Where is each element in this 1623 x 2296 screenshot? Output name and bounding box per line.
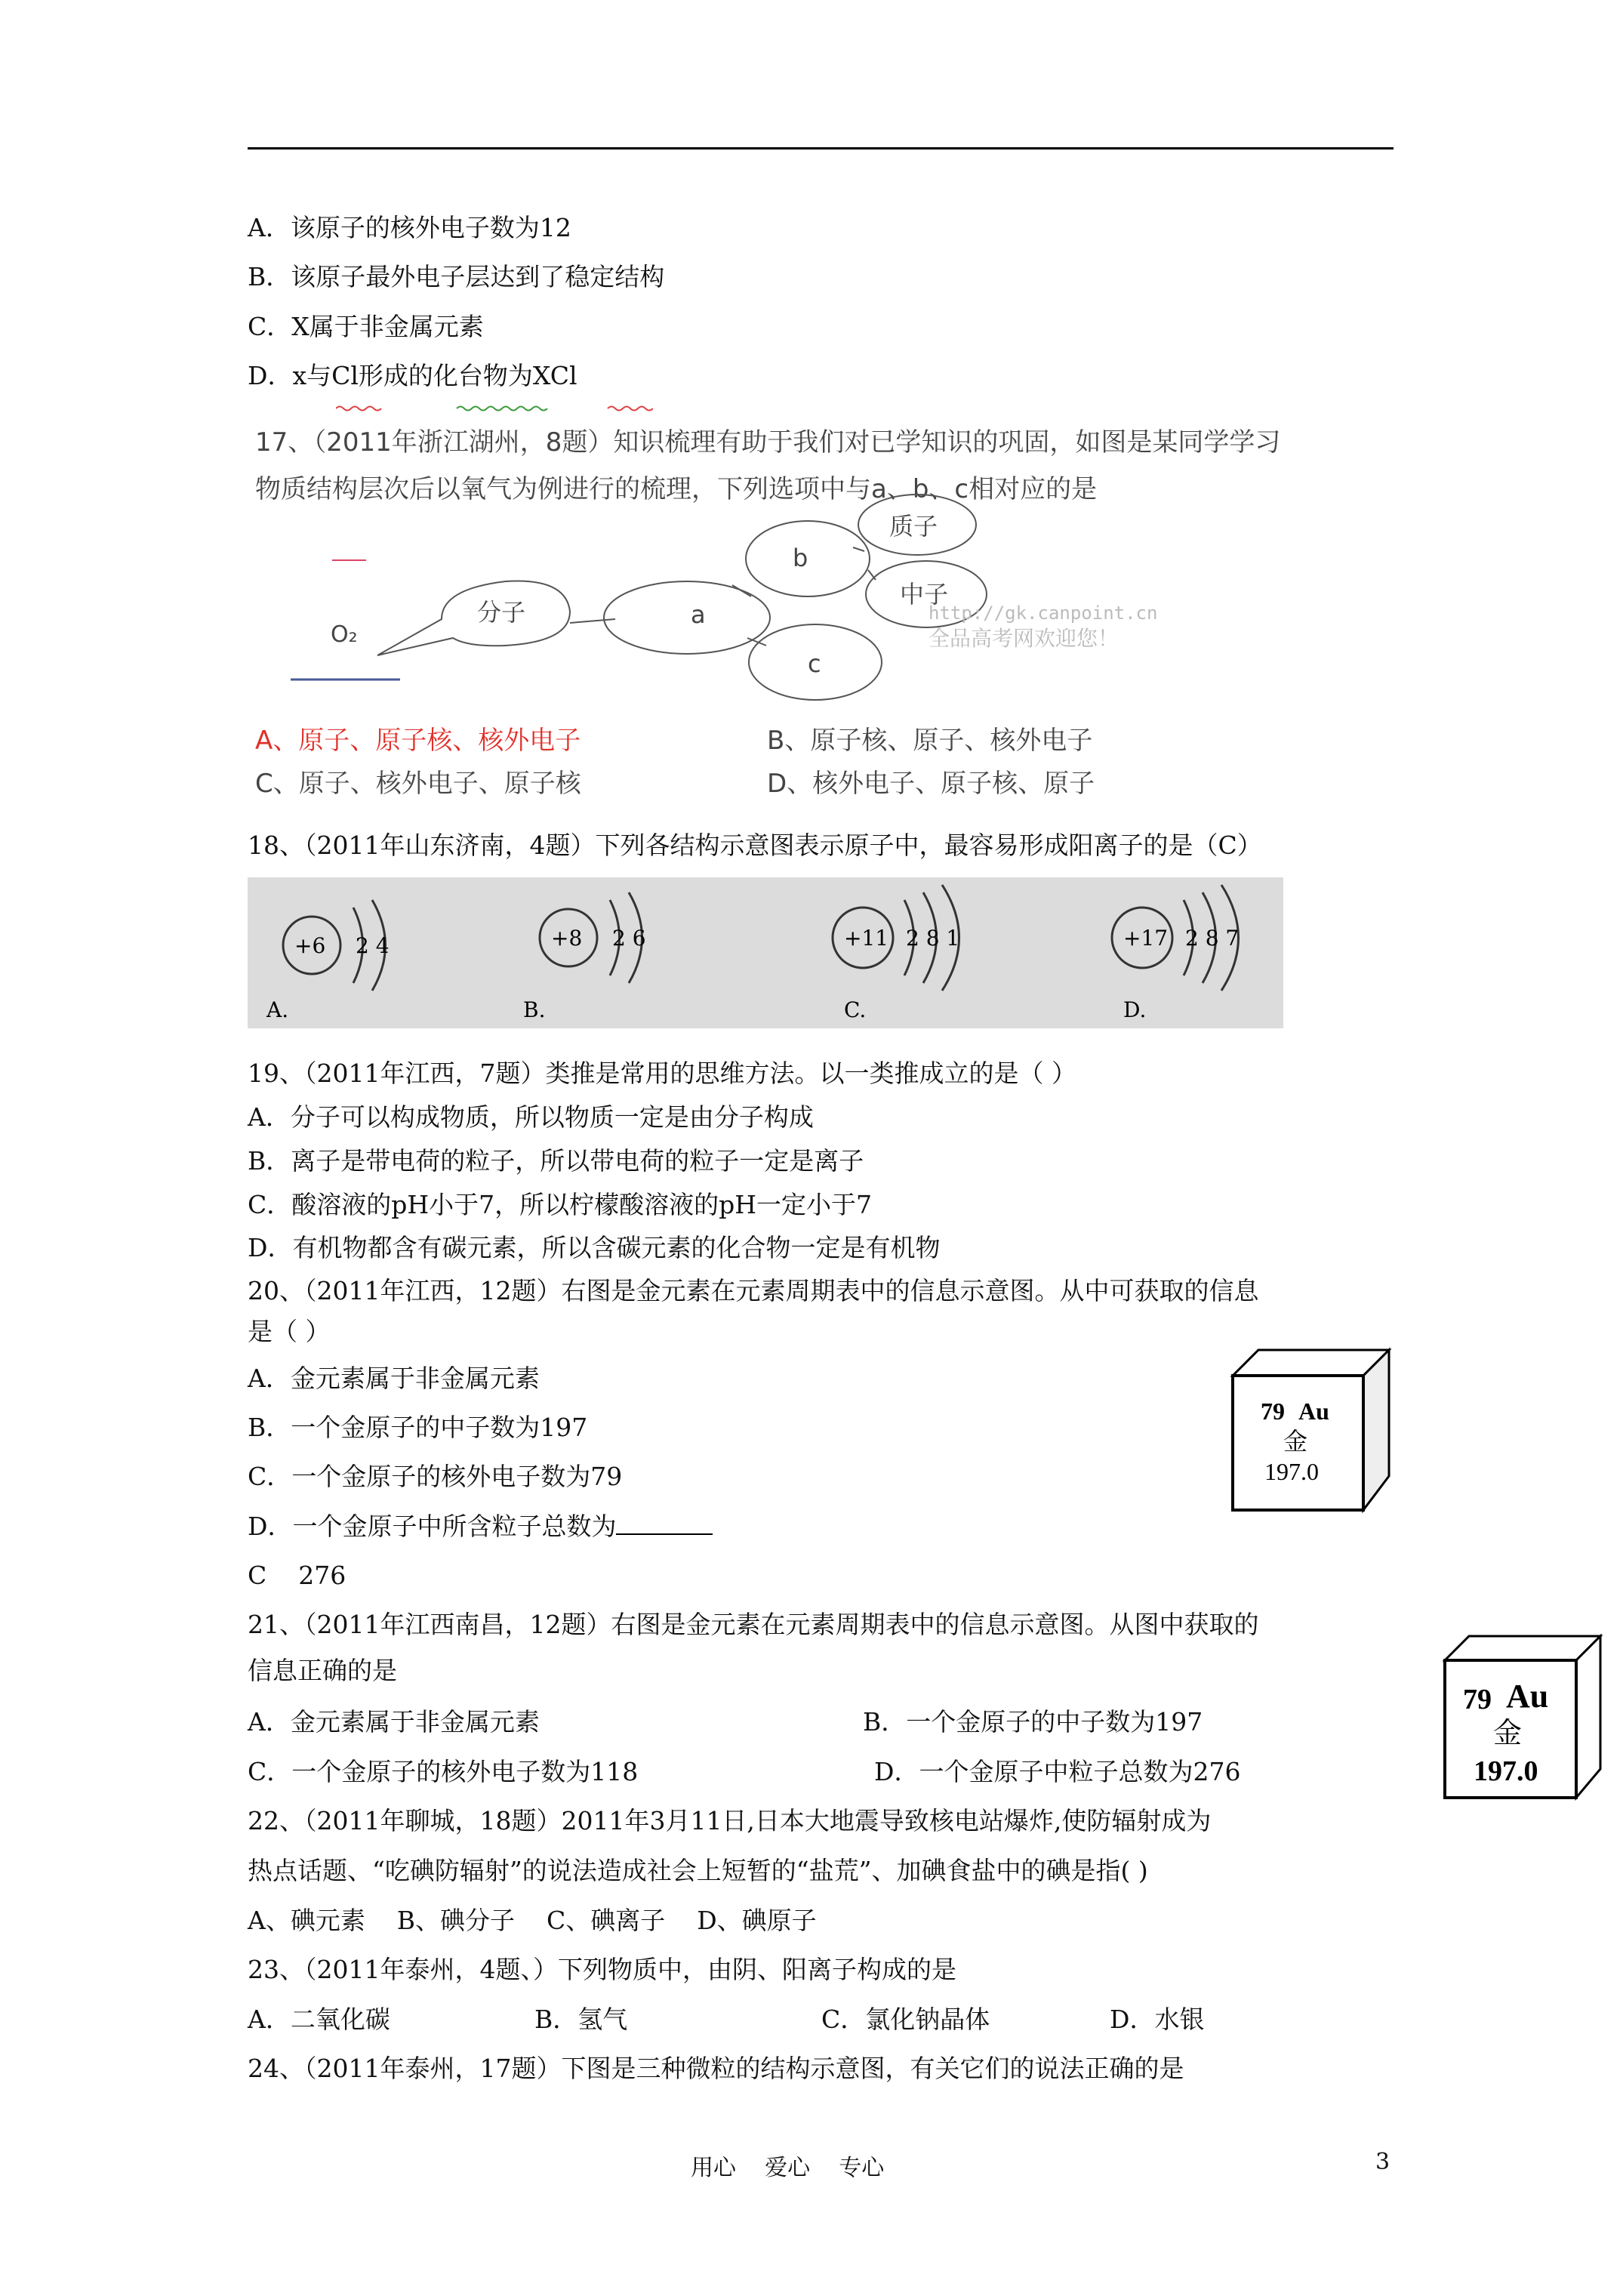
- q20-box-side: [1363, 1350, 1389, 1510]
- atom-c-shells: 2 8 1: [906, 926, 960, 951]
- q21-symbol: Au: [1506, 1678, 1549, 1715]
- q21-option-a: A．金元素属于非金属元素: [248, 1707, 540, 1737]
- spellcheck-squiggle: [336, 405, 653, 412]
- q20-option-a: A．金元素属于非金属元素: [248, 1364, 540, 1393]
- proton-label: 质子: [889, 512, 938, 541]
- q20-option-b: B．一个金原子的中子数为197: [248, 1413, 588, 1442]
- atom-b-label: B.: [523, 997, 546, 1022]
- q17-diagram: [279, 491, 1261, 710]
- q20-option-c: C．一个金原子的核外电子数为79: [248, 1462, 623, 1491]
- atom-c: [833, 885, 959, 1022]
- b-label: b: [793, 544, 808, 572]
- q16-option-c: C．X属于非金属元素: [248, 312, 484, 341]
- b-proton-link: [853, 547, 864, 551]
- atom-a-label: A.: [266, 997, 289, 1022]
- atom-b: [523, 892, 646, 1022]
- q19-option-c: C．酸溶液的pH小于7，所以柠檬酸溶液的pH一定小于7: [248, 1190, 873, 1219]
- neutron-label: 中子: [900, 580, 949, 609]
- molecule-bubble: [377, 581, 570, 656]
- q17-stem-line2: 物质结构层次后以氧气为例进行的梳理，下列选项中与a、b、c相对应的是: [255, 474, 1098, 504]
- atom-a: [266, 900, 390, 1022]
- q20-symbol: Au: [1298, 1398, 1329, 1425]
- atom-b-nucleus: +8: [551, 926, 583, 951]
- q16-option-d: D．x与Cl形成的化台物为XCl: [248, 361, 577, 390]
- atom-a-nucleus: +6: [294, 933, 326, 958]
- atom-b-shells: 2 6: [612, 926, 646, 951]
- q21-stem-line2: 信息正确的是: [248, 1656, 397, 1685]
- q19-option-a: A．分子可以构成物质，所以物质一定是由分子构成: [248, 1102, 814, 1132]
- q19-option-d: D．有机物都含有碳元素，所以含碳元素的化合物一定是有机物: [248, 1233, 941, 1262]
- q23-option-a: A．二氧化碳: [248, 2005, 390, 2034]
- q21-atomic-number: 79: [1463, 1684, 1492, 1715]
- q21-element-name: 金: [1493, 1716, 1523, 1749]
- atom-a-shells: 2 4: [356, 933, 390, 958]
- q20-atomic-mass: 197.0: [1264, 1458, 1319, 1485]
- q18-atom-svg: [248, 877, 1283, 1028]
- molecule-label: 分子: [477, 598, 526, 627]
- q21-element-box: [1442, 1633, 1604, 1801]
- q17-option-b: B、原子核、原子、核外电子: [767, 726, 1093, 756]
- q20-element-box: [1227, 1344, 1393, 1518]
- q20-stem-line2: 是（ ）: [248, 1317, 331, 1346]
- atom-c-label: C.: [844, 997, 867, 1022]
- q21-option-d: D．一个金原子中粒子总数为276: [874, 1757, 1241, 1786]
- q17-option-d: D、核外电子、原子核、原子: [767, 769, 1095, 799]
- q23-option-d: D．水银: [1110, 2005, 1205, 2034]
- c-label: c: [808, 649, 821, 678]
- q17-option-c: C、原子、核外电子、原子核: [255, 769, 581, 799]
- q22-options: A、碘元素 B、碘分子 C、碘离子 D、碘原子: [248, 1906, 817, 1935]
- q20-box-top: [1233, 1350, 1389, 1376]
- q21-stem-line1: 21、（2011年江西南昌，12题）右图是金元素在元素周期表中的信息示意图。从图中获取的: [248, 1610, 1259, 1639]
- q21-option-c: C．一个金原子的核外电子数为118: [248, 1757, 639, 1786]
- atom-d-label: D.: [1123, 997, 1147, 1022]
- q20-element-name: 金: [1283, 1427, 1308, 1456]
- watermark-url: http://gk.canpoint.cn: [929, 603, 1158, 624]
- a-label: a: [691, 600, 706, 629]
- q22-stem-line2: 热点话题、“吃碘防辐射”的说法造成社会上短暂的“盐荒”、加碘食盐中的碘是指( ): [248, 1856, 1148, 1885]
- q16-option-a: A．该原子的核外电子数为12: [248, 213, 571, 242]
- q21-option-b: B．一个金原子的中子数为197: [863, 1707, 1203, 1737]
- answer-blank: [616, 1511, 713, 1535]
- atom-d-nucleus: +17: [1123, 926, 1169, 951]
- q20-stem-line1: 20、（2011年江西，12题）右图是金元素在元素周期表中的信息示意图。从中可获取的信息: [248, 1276, 1259, 1305]
- q23-option-b: B．氢气: [534, 2005, 628, 2034]
- atom-c-nucleus: +11: [844, 926, 889, 951]
- q18-stem: 18、（2011年山东济南，4题）下列各结构示意图表示原子中，最容易形成阳离子的是（C）: [248, 831, 1262, 860]
- q18-atom-diagrams: [248, 877, 1283, 1028]
- footer-motto: 用心 爱心 专心: [691, 2155, 885, 2181]
- b-neutron-link: [868, 570, 876, 580]
- q23-option-c: C．氯化钠晶体: [821, 2005, 990, 2034]
- q21-atomic-mass: 197.0: [1474, 1755, 1538, 1787]
- q17-stem-line1: 17、（2011年浙江湖州，8题）知识梳理有助于我们对已学知识的巩固，如图是某同学学习: [255, 427, 1281, 458]
- q17-option-a: A、原子、原子核、核外电子: [255, 726, 581, 756]
- page-number: 3: [1375, 2149, 1390, 2175]
- q21-box-top: [1445, 1636, 1600, 1660]
- q16-option-b: B．该原子最外电子层达到了稳定结构: [248, 262, 665, 291]
- q20-atomic-number: 79: [1261, 1398, 1285, 1425]
- atom-d-shells: 2 8 7: [1185, 926, 1240, 951]
- q20-option-d: [248, 1511, 713, 1542]
- connector-line: [570, 619, 615, 623]
- watermark-text: 全品高考网欢迎您！: [929, 626, 1119, 651]
- q20-answer: C 276: [248, 1561, 346, 1590]
- q24-stem: 24、（2011年泰州，17题）下图是三种微粒的结构示意图，有关它们的说法正确的是: [248, 2054, 1184, 2083]
- header-rule: [248, 147, 1394, 149]
- q23-stem: 23、（2011年泰州，4题、）下列物质中，由阴、阳离子构成的是: [248, 1955, 956, 1984]
- a-b-link: [732, 585, 751, 596]
- q19-option-b: B．离子是带电荷的粒子，所以带电荷的粒子一定是离子: [248, 1146, 864, 1176]
- o2-label: O₂: [331, 621, 358, 648]
- q19-stem: 19、（2011年江西，7题）类推是常用的思维方法。以一类推成立的是（ ）: [248, 1059, 1076, 1088]
- atom-d: [1112, 885, 1239, 1022]
- q21-box-side: [1576, 1636, 1600, 1798]
- q20-option-d-text: D．一个金原子中所含粒子总数为: [248, 1512, 617, 1541]
- q22-stem-line1: 22、（2011年聊城，18题）2011年3月11日,日本大地震导致核电站爆炸,使防辐射成为: [248, 1806, 1212, 1835]
